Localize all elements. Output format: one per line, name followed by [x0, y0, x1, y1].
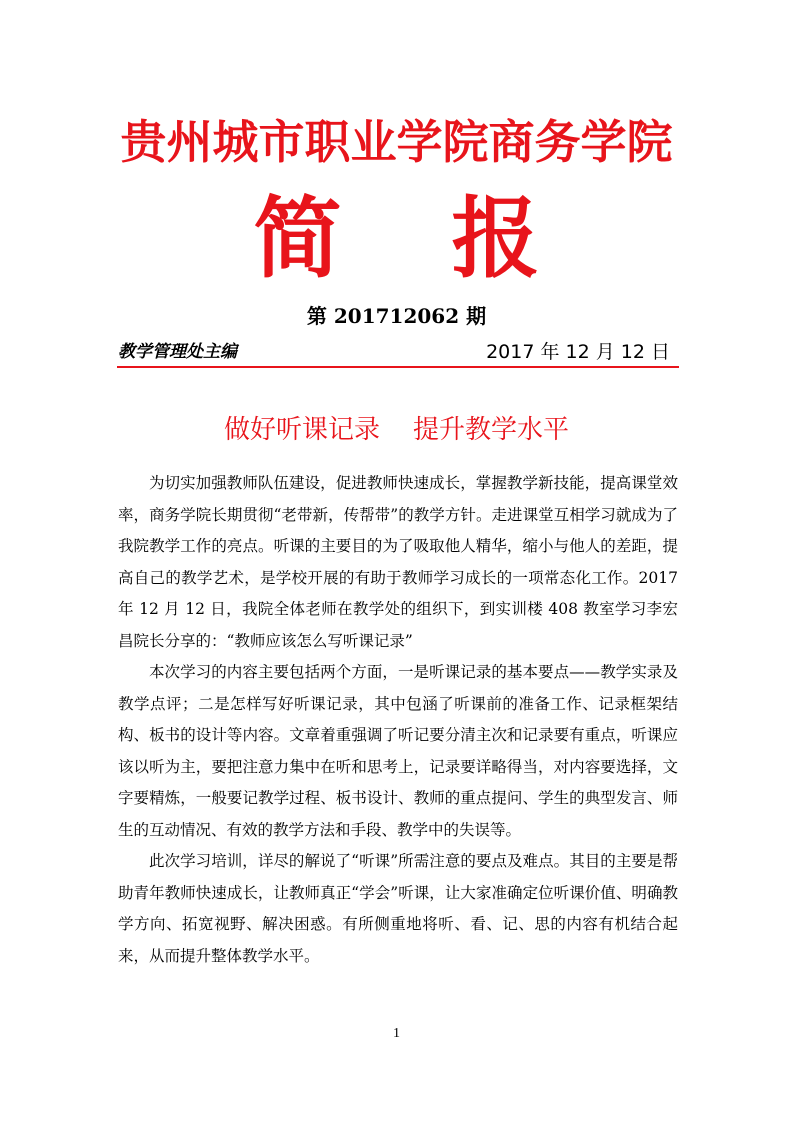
masthead-subtitle: [0, 188, 793, 288]
article-body: [118, 468, 678, 972]
article-paragraph: 本次学习的内容主要包括两个方面，一是听课记录的基本要点——教学实录及教学点评；二是怎样写好听课记录，其中包涵了听课前的准备工作、记录框架结构、板书的设计等内容。文章着重强调了听记要分清主次和记录要有重点，听课应该以听为主，要把注意力集中在听和思考上，记录要详略得当，对内容要选择，文字要精炼，一般要记教学过程、板书设计、教师的重点提问、学生的典型发言、师生的互动情况、有效的教学方法和手段、教学中的失误等。: [118, 663, 678, 839]
masthead-title: 贵州城市职业学院商务学院: [120, 115, 673, 169]
page-number: 1: [393, 1026, 400, 1041]
masthead-subtitle-char-1: 简: [253, 186, 342, 290]
editor-label: 教学管理处主编: [118, 342, 237, 362]
article-paragraph: 此次学习培训，详尽的解说了“听课”所需注意的要点及难点。其目的主要是帮助青年教师快速成长，让教师真正“学会”听课，让大家准确定位听课价值、明确教学方向、拓宽视野、解决困惑。有所侧重地将听、看、记、思的内容有机结合起来，从而提升整体教学水平。: [118, 852, 678, 965]
meta-row: [118, 338, 678, 366]
issue-date: 2017 年 12 月 12 日: [486, 341, 670, 363]
masthead-subtitle-char-2: 报: [451, 186, 540, 290]
issue-number: 第 201712062 期: [306, 304, 487, 328]
article-paragraph: 为切实加强教师队伍建设，促进教师快速成长，掌握教学新技能，提高课堂效率，商务学院长期贯彻“老带新，传帮带”的教学方针。走进课堂互相学习就成为了我院教学工作的亮点。听课的主要目的为了吸取他人精华，缩小与他人的差距，提高自己的教学艺术，是学校开展的有助于教师学习成长的一项常态化工作。2017 年 12 月 12 日，我院全体老师在教学处的组织下，到实训楼 408 教室学习李宏昌院长分享的：“教师应该怎么写听课记录”: [118, 474, 678, 650]
article-title: 做好听课记录 提升教学水平: [223, 415, 570, 445]
red-divider: [117, 366, 679, 368]
